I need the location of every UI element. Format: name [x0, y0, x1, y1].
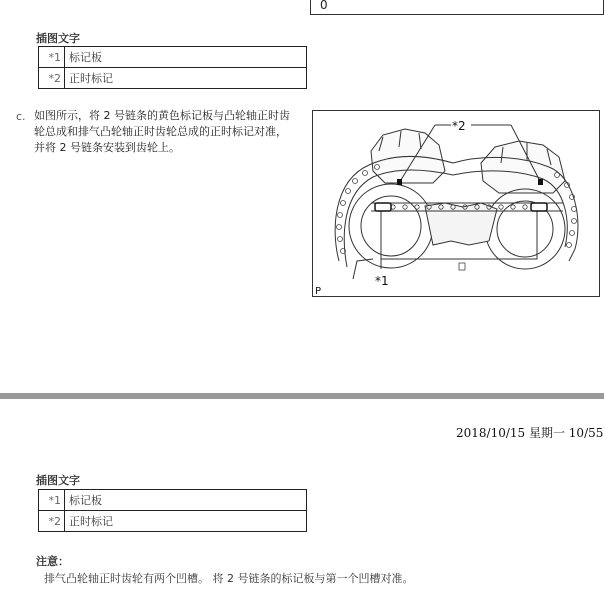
legend-text: 标记板	[65, 47, 307, 68]
previous-table-value: 0	[320, 0, 328, 12]
legend-num: *2	[39, 511, 65, 532]
legend-table	[38, 489, 307, 532]
legend-table	[38, 46, 307, 89]
legend-title: 插图文字	[36, 474, 80, 487]
table-row	[39, 511, 307, 532]
legend-num: *1	[39, 490, 65, 511]
note-label: 注意：	[36, 555, 69, 568]
figure-corner-label: P	[315, 286, 322, 296]
step-text: 如图所示，将 2 号链条的黄色标记板与凸轮轴正时齿轮总成和排气凸轮轴正时齿轮总成的正时标记对准，并将 2 号链条安装到齿轮上。	[34, 109, 290, 154]
print-datestamp: 2018/10/15 星期一 10/55	[456, 426, 604, 440]
callout-1-label: *1	[375, 274, 389, 288]
timing-chain-illustration	[312, 110, 600, 297]
step-letter: c.	[16, 110, 26, 123]
callout-2-label: *2	[452, 119, 466, 133]
chain-gear-drawing	[313, 111, 599, 296]
table-row	[39, 490, 307, 511]
legend-text: 正时标记	[65, 68, 307, 89]
legend-text: 正时标记	[65, 511, 307, 532]
legend-text: 标记板	[65, 490, 307, 511]
legend-num: *2	[39, 68, 65, 89]
note-text: 排气凸轮轴正时齿轮有两个凹槽。 将 2 号链条的标记板与第一个凹槽对准。	[44, 572, 414, 585]
previous-table-bottom	[310, 0, 604, 15]
table-row	[39, 68, 307, 89]
page-separator	[0, 393, 604, 399]
legend-title: 插图文字	[36, 32, 80, 45]
table-row	[39, 47, 307, 68]
legend-num: *1	[39, 47, 65, 68]
